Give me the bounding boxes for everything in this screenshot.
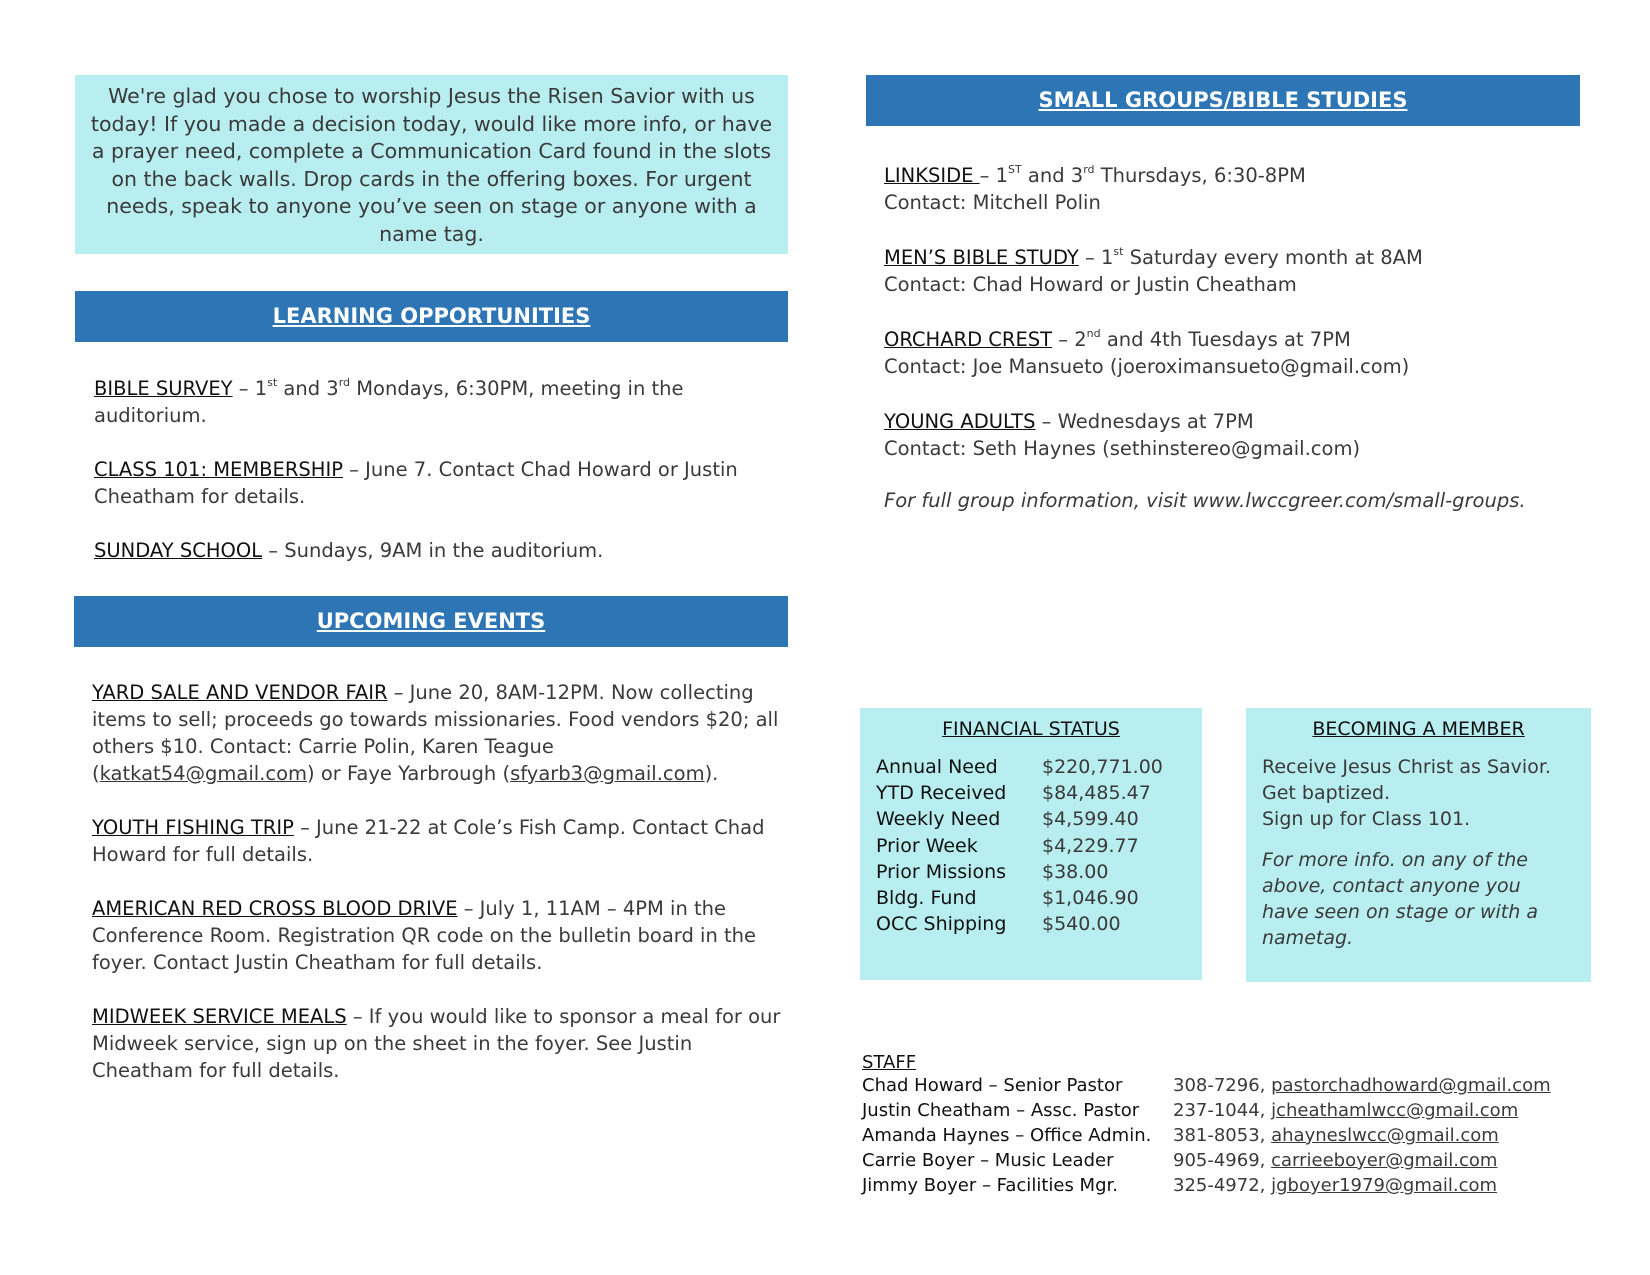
group-contact: Contact: Joe Mansueto (joeroximansueto@gmail.com) — [884, 355, 1410, 378]
member-heading: BECOMING A MEMBER — [1312, 718, 1525, 740]
financial-row: Bldg. Fund $1,046.90 — [876, 887, 1139, 910]
financial-row: YTD Received $84,485.47 — [876, 782, 1151, 805]
group-contact: Contact: Seth Haynes (sethinstereo@gmail.com) — [884, 437, 1361, 460]
event-item-yard-sale: YARD SALE AND VENDOR FAIR – June 20, 8AM-12PM. Now collecting items to sell; proceeds go towards missionaries. Food vendors $20; all others $10. Contact: Carrie Polin, Karen Teague (katkat54@gmail.com) or Faye Yarbrough (sfyarb3@gmail.com). — [92, 681, 779, 785]
staff-email-link[interactable]: ahayneslwcc@gmail.com — [1271, 1125, 1499, 1146]
welcome-box — [75, 75, 788, 254]
financial-row: Annual Need $220,771.00 — [876, 756, 1163, 778]
group-item-young-adults: YOUNG ADULTS – Wednesdays at 7PM Contact: Seth Haynes (sethinstereo@gmail.com) — [884, 408, 1584, 462]
financial-row: Weekly Need $4,599.40 — [876, 808, 1139, 831]
group-contact: Contact: Chad Howard or Justin Cheatham — [884, 273, 1297, 296]
groups-heading: SMALL GROUPS/BIBLE STUDIES — [1038, 88, 1408, 112]
learning-item-class-101: CLASS 101: MEMBERSHIP – June 7. Contact Chad Howard or Justin Cheatham for details. — [94, 458, 738, 508]
staff-email-link[interactable]: carrieeboyer@gmail.com — [1271, 1150, 1498, 1171]
event-item-blood-drive: AMERICAN RED CROSS BLOOD DRIVE – July 1, 11AM – 4PM in the Conference Room. Registration QR code on the bulletin board in the foyer. Contact Justin Cheatham for full details. — [92, 897, 757, 974]
learning-item-sunday-school: SUNDAY SCHOOL – Sundays, 9AM in the auditorium. — [94, 539, 604, 562]
groups-heading-banner — [866, 75, 1580, 126]
email-link-katkat[interactable]: katkat54@gmail.com — [99, 762, 308, 785]
groups-note: For full group information, visit www.lwccgreer.com/small-groups. — [884, 489, 1526, 512]
staff-row: Amanda Haynes – Office Admin. 381-8053, ahayneslwcc@gmail.com — [862, 1125, 1499, 1146]
member-step: Receive Jesus Christ as Savior. — [1262, 756, 1551, 778]
financial-table — [876, 754, 1186, 937]
learning-heading: LEARNING OPPORTUNITIES — [272, 304, 591, 328]
staff-section — [862, 1052, 1602, 1198]
group-item-mens-bible-study: MEN’S BIBLE STUDY – 1st Saturday every month at 8AM Contact: Chad Howard or Justin Cheatham — [884, 244, 1584, 298]
staff-email-link[interactable]: jgboyer1979@gmail.com — [1271, 1175, 1498, 1196]
learning-item-bible-survey: BIBLE SURVEY – 1st and 3rd Mondays, 6:30PM, meeting in the auditorium. — [94, 375, 684, 427]
staff-row: Justin Cheatham – Assc. Pastor 237-1044, jcheathamlwcc@gmail.com — [862, 1100, 1519, 1121]
events-heading-banner — [74, 596, 788, 647]
staff-heading: STAFF — [862, 1052, 917, 1073]
event-item-midweek-meals: MIDWEEK SERVICE MEALS – If you would like to sponsor a meal for our Midweek service, sign up on the sheet in the foyer. See Justin Cheatham for full details. — [92, 1005, 781, 1082]
staff-row: Carrie Boyer – Music Leader 905-4969, carrieeboyer@gmail.com — [862, 1150, 1498, 1171]
staff-row: Jimmy Boyer – Facilities Mgr. 325-4972, jgboyer1979@gmail.com — [862, 1175, 1498, 1196]
groups-list — [884, 162, 1584, 512]
events-heading: UPCOMING EVENTS — [316, 609, 546, 633]
welcome-text: We're glad you chose to worship Jesus the Risen Savior with us today! If you made a decision today, would like more info, or have a prayer need, complete a Communication Card found in the slots on the back walls. Drop cards in the offering boxes. For urgent needs, speak to anyone you’ve seen on stage or anyone with a name tag. — [90, 84, 773, 246]
staff-row: Chad Howard – Senior Pastor 308-7296, pastorchadhoward@gmail.com — [862, 1075, 1551, 1096]
email-link-sfyarb[interactable]: sfyarb3@gmail.com — [510, 762, 705, 785]
financial-row: OCC Shipping $540.00 — [876, 913, 1121, 936]
learning-heading-banner — [75, 291, 788, 342]
group-item-orchard-crest: ORCHARD CREST – 2nd and 4th Tuesdays at 7PM Contact: Joe Mansueto (joeroximansueto@gmail.com) — [884, 326, 1584, 380]
becoming-member-box — [1246, 708, 1591, 982]
financial-row: Prior Missions $38.00 — [876, 860, 1109, 883]
event-item-fishing-trip: YOUTH FISHING TRIP – June 21-22 at Cole’s Fish Camp. Contact Chad Howard for full details. — [92, 816, 765, 866]
financial-row: Prior Week $4,229.77 — [876, 834, 1139, 857]
member-note: For more info. on any of the above, contact anyone you have seen on stage or with a nametag. — [1262, 848, 1538, 950]
group-item-linkside: LINKSIDE – 1ST and 3rd Thursdays, 6:30-8PM Contact: Mitchell Polin — [884, 162, 1584, 216]
financial-status-box — [860, 708, 1202, 980]
member-step: Get baptized. — [1262, 782, 1391, 805]
learning-list — [94, 375, 774, 564]
events-list — [92, 679, 782, 1084]
group-contact: Contact: Mitchell Polin — [884, 191, 1101, 214]
staff-email-link[interactable]: jcheathamlwcc@gmail.com — [1271, 1100, 1519, 1121]
staff-email-link[interactable]: pastorchadhoward@gmail.com — [1271, 1075, 1551, 1096]
member-step: Sign up for Class 101. — [1262, 808, 1471, 831]
financial-heading: FINANCIAL STATUS — [942, 718, 1120, 740]
